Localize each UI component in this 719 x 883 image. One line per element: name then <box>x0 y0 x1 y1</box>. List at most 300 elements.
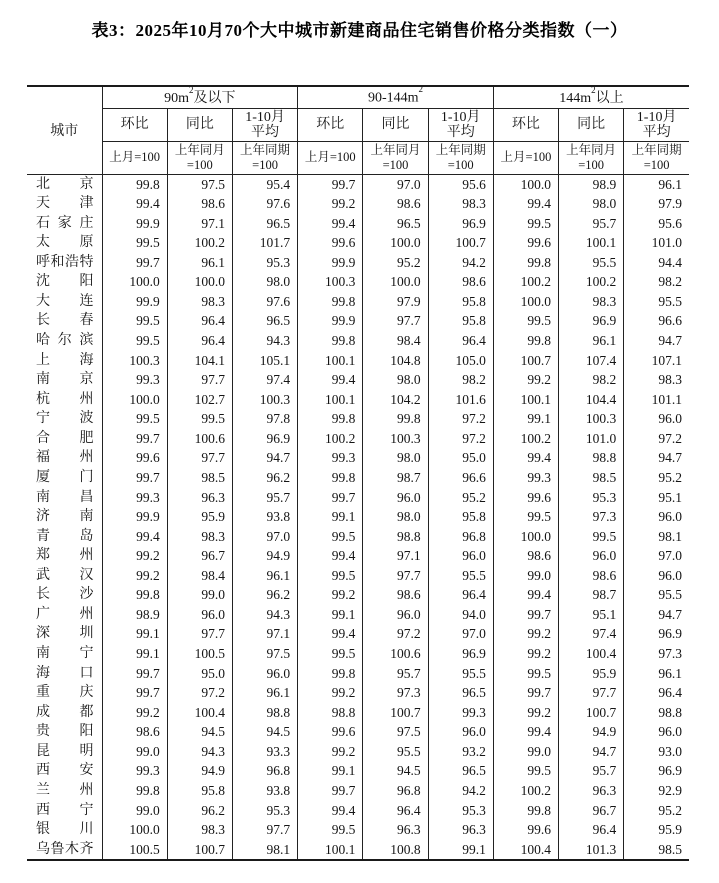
value-cell: 96.5 <box>232 214 297 234</box>
value-cell: 95.8 <box>428 311 493 331</box>
value-cell: 100.6 <box>363 644 428 664</box>
value-cell: 97.4 <box>559 624 624 644</box>
value-cell: 100.7 <box>428 233 493 253</box>
value-cell: 99.4 <box>298 546 363 566</box>
value-cell: 97.5 <box>167 174 232 194</box>
table-row <box>27 722 689 742</box>
table-row <box>27 390 689 410</box>
city-name: 兰州 <box>36 782 94 798</box>
value-cell: 99.7 <box>102 683 167 703</box>
value-cell: 96.4 <box>624 683 689 703</box>
value-cell: 99.2 <box>493 370 558 390</box>
value-cell: 99.3 <box>298 448 363 468</box>
base-header <box>559 141 624 174</box>
value-cell: 99.5 <box>102 311 167 331</box>
value-cell: 99.2 <box>298 585 363 605</box>
city-name: 天津 <box>36 196 94 212</box>
value-cell: 98.8 <box>624 703 689 723</box>
city-name: 宁波 <box>36 411 94 427</box>
superscript: 2 <box>189 86 194 95</box>
value-cell: 100.0 <box>493 174 558 194</box>
value-cell: 95.1 <box>559 605 624 625</box>
value-cell: 99.5 <box>102 233 167 253</box>
header-line: 上年同月 <box>370 142 421 157</box>
value-cell: 96.9 <box>559 311 624 331</box>
value-cell: 99.5 <box>493 507 558 527</box>
value-cell: 94.7 <box>624 448 689 468</box>
value-cell: 96.5 <box>428 683 493 703</box>
value-cell: 96.3 <box>559 781 624 801</box>
group-header-90-below <box>102 86 298 108</box>
group-header-row <box>27 86 689 108</box>
value-cell: 99.7 <box>102 253 167 273</box>
value-cell: 96.0 <box>624 722 689 742</box>
value-cell: 97.7 <box>167 624 232 644</box>
value-cell: 98.2 <box>559 370 624 390</box>
value-cell: 96.5 <box>232 311 297 331</box>
value-cell: 95.6 <box>428 174 493 194</box>
value-cell: 98.0 <box>363 448 428 468</box>
city-name: 哈尔滨 <box>36 333 94 348</box>
value-cell: 96.6 <box>624 311 689 331</box>
table-row <box>27 214 689 234</box>
value-cell: 100.8 <box>363 840 428 861</box>
value-cell: 96.3 <box>428 820 493 840</box>
header-line: =100 <box>447 157 474 172</box>
city-name: 武汉 <box>36 567 94 583</box>
header-line: 上年同月 <box>566 142 617 157</box>
value-cell: 94.7 <box>624 605 689 625</box>
value-cell: 98.8 <box>298 703 363 723</box>
value-cell: 99.2 <box>102 546 167 566</box>
value-cell: 98.3 <box>167 820 232 840</box>
value-cell: 100.1 <box>493 390 558 410</box>
value-cell: 99.6 <box>493 488 558 508</box>
value-cell: 99.4 <box>102 527 167 547</box>
superscript: 2 <box>418 86 424 94</box>
value-cell: 99.9 <box>102 507 167 527</box>
value-cell: 98.9 <box>102 605 167 625</box>
value-cell: 94.7 <box>559 742 624 762</box>
value-cell: 100.1 <box>298 390 363 410</box>
table-row <box>27 409 689 429</box>
city-name: 贵阳 <box>36 724 94 740</box>
value-cell: 95.2 <box>624 801 689 821</box>
value-cell: 101.0 <box>559 429 624 449</box>
value-cell: 94.0 <box>428 605 493 625</box>
table-row <box>27 566 689 586</box>
value-cell: 94.4 <box>624 253 689 273</box>
value-cell: 100.5 <box>102 840 167 861</box>
value-cell: 99.4 <box>298 370 363 390</box>
price-index-table <box>27 85 689 861</box>
superscript: 2 <box>591 86 596 95</box>
value-cell: 99.5 <box>167 409 232 429</box>
value-cell: 99.8 <box>102 585 167 605</box>
base-header <box>167 141 232 174</box>
table-row <box>27 527 689 547</box>
city-name: 合肥 <box>36 430 94 446</box>
value-cell: 93.8 <box>232 507 297 527</box>
value-cell: 95.5 <box>624 292 689 312</box>
value-cell: 105.1 <box>232 351 297 371</box>
value-cell: 98.8 <box>232 703 297 723</box>
value-cell: 97.7 <box>363 566 428 586</box>
value-cell: 95.6 <box>624 214 689 234</box>
value-cell: 99.0 <box>493 566 558 586</box>
metric-header <box>559 108 624 141</box>
value-cell: 99.9 <box>298 311 363 331</box>
table-row <box>27 840 689 861</box>
value-cell: 96.8 <box>428 527 493 547</box>
value-cell: 100.0 <box>363 272 428 292</box>
value-cell: 98.6 <box>559 566 624 586</box>
value-cell: 97.8 <box>232 409 297 429</box>
base-header <box>624 141 689 174</box>
value-cell: 97.7 <box>559 683 624 703</box>
value-cell: 97.0 <box>624 546 689 566</box>
header-line: 上月=100 <box>109 150 161 164</box>
value-cell: 99.5 <box>298 644 363 664</box>
value-cell: 98.9 <box>559 174 624 194</box>
value-cell: 98.6 <box>363 194 428 214</box>
value-cell: 95.5 <box>559 253 624 273</box>
value-cell: 99.7 <box>298 488 363 508</box>
value-cell: 99.8 <box>298 664 363 684</box>
table-row <box>27 644 689 664</box>
value-cell: 95.3 <box>232 253 297 273</box>
table-row <box>27 703 689 723</box>
value-cell: 100.4 <box>493 840 558 861</box>
table-row <box>27 624 689 644</box>
base-header <box>232 141 297 174</box>
value-cell: 95.5 <box>428 664 493 684</box>
value-cell: 99.1 <box>102 624 167 644</box>
value-cell: 99.4 <box>298 214 363 234</box>
value-cell: 93.3 <box>232 742 297 762</box>
group-label: 90-144m <box>367 90 419 106</box>
value-cell: 95.2 <box>624 468 689 488</box>
base-header <box>363 141 428 174</box>
value-cell: 93.8 <box>232 781 297 801</box>
header-line: 上年同期 <box>240 142 291 157</box>
value-cell: 99.5 <box>493 664 558 684</box>
table-body <box>27 174 689 860</box>
value-cell: 94.7 <box>232 448 297 468</box>
value-cell: 98.3 <box>167 527 232 547</box>
value-cell: 99.2 <box>493 703 558 723</box>
header-line: =100 <box>578 157 605 172</box>
value-cell: 95.8 <box>167 781 232 801</box>
value-cell: 99.4 <box>493 194 558 214</box>
header-line: =100 <box>186 157 213 172</box>
value-cell: 98.0 <box>559 194 624 214</box>
value-cell: 99.8 <box>102 781 167 801</box>
value-cell: 96.4 <box>167 311 232 331</box>
value-cell: 96.9 <box>232 429 297 449</box>
metric-header <box>232 108 297 141</box>
value-cell: 99.2 <box>102 566 167 586</box>
value-cell: 99.5 <box>102 409 167 429</box>
value-cell: 96.9 <box>624 761 689 781</box>
value-cell: 100.3 <box>102 351 167 371</box>
value-cell: 99.5 <box>493 214 558 234</box>
base-header-row <box>27 141 689 174</box>
value-cell: 100.2 <box>167 233 232 253</box>
value-cell: 94.5 <box>232 722 297 742</box>
value-cell: 97.6 <box>232 194 297 214</box>
value-cell: 101.1 <box>624 390 689 410</box>
value-cell: 99.5 <box>493 761 558 781</box>
value-cell: 99.1 <box>298 507 363 527</box>
base-header <box>102 141 167 174</box>
value-cell: 99.9 <box>102 214 167 234</box>
value-cell: 96.0 <box>363 488 428 508</box>
value-cell: 96.1 <box>167 253 232 273</box>
table-row <box>27 488 689 508</box>
value-cell: 100.0 <box>102 820 167 840</box>
value-cell: 96.7 <box>167 546 232 566</box>
value-cell: 95.2 <box>363 253 428 273</box>
value-cell: 99.5 <box>493 311 558 331</box>
value-cell: 99.8 <box>298 292 363 312</box>
value-cell: 99.8 <box>493 253 558 273</box>
value-cell: 95.9 <box>559 664 624 684</box>
value-cell: 99.1 <box>298 605 363 625</box>
page-title: 表3：2025年10月70个大中城市新建商品住宅销售价格分类指数（一） <box>91 21 628 40</box>
value-cell: 99.7 <box>102 429 167 449</box>
value-cell: 96.2 <box>167 801 232 821</box>
table-row <box>27 174 689 194</box>
value-cell: 97.3 <box>363 683 428 703</box>
value-cell: 96.9 <box>428 214 493 234</box>
group-label: 144m <box>559 91 592 107</box>
value-cell: 98.6 <box>428 272 493 292</box>
value-cell: 97.7 <box>167 370 232 390</box>
value-cell: 95.4 <box>232 174 297 194</box>
value-cell: 93.0 <box>624 742 689 762</box>
value-cell: 98.2 <box>428 370 493 390</box>
value-cell: 98.7 <box>559 585 624 605</box>
value-cell: 100.7 <box>363 703 428 723</box>
base-header <box>428 141 493 174</box>
value-cell: 94.2 <box>428 781 493 801</box>
value-cell: 96.8 <box>363 781 428 801</box>
value-cell: 96.0 <box>428 546 493 566</box>
value-cell: 95.8 <box>428 507 493 527</box>
metric-header <box>298 108 363 141</box>
value-cell: 95.7 <box>232 488 297 508</box>
city-name: 郑州 <box>36 548 94 564</box>
value-cell: 107.4 <box>559 351 624 371</box>
table-row <box>27 311 689 331</box>
table-row <box>27 585 689 605</box>
table-header <box>27 86 689 174</box>
value-cell: 99.8 <box>298 331 363 351</box>
value-cell: 98.7 <box>363 468 428 488</box>
table-row <box>27 546 689 566</box>
header-line: 上年同期 <box>631 142 682 157</box>
value-cell: 96.0 <box>624 566 689 586</box>
value-cell: 94.9 <box>232 546 297 566</box>
header-line: 同比 <box>381 117 410 132</box>
value-cell: 100.2 <box>493 781 558 801</box>
value-cell: 99.0 <box>167 585 232 605</box>
group-label: 90m <box>164 91 190 107</box>
value-cell: 97.9 <box>363 292 428 312</box>
value-cell: 99.6 <box>493 820 558 840</box>
value-cell: 98.6 <box>167 194 232 214</box>
value-cell: 95.5 <box>363 742 428 762</box>
value-cell: 94.9 <box>559 722 624 742</box>
group-label-suffix: 以上 <box>595 91 624 107</box>
value-cell: 92.9 <box>624 781 689 801</box>
value-cell: 95.8 <box>428 292 493 312</box>
value-cell: 99.0 <box>102 742 167 762</box>
value-cell: 98.1 <box>232 840 297 861</box>
value-cell: 98.0 <box>363 507 428 527</box>
value-cell: 100.0 <box>493 527 558 547</box>
table-row <box>27 801 689 821</box>
value-cell: 100.3 <box>363 429 428 449</box>
value-cell: 99.5 <box>298 566 363 586</box>
value-cell: 96.5 <box>363 214 428 234</box>
header-line: =100 <box>643 157 670 172</box>
base-header <box>493 141 558 174</box>
value-cell: 99.2 <box>298 683 363 703</box>
value-cell: 100.0 <box>167 272 232 292</box>
value-cell: 98.3 <box>428 194 493 214</box>
city-name: 南宁 <box>36 646 94 661</box>
value-cell: 98.6 <box>493 546 558 566</box>
table-row <box>27 194 689 214</box>
city-name: 深圳 <box>36 626 94 642</box>
metric-header-row <box>27 108 689 141</box>
table-row <box>27 253 689 273</box>
value-cell: 95.0 <box>428 448 493 468</box>
value-cell: 97.2 <box>363 624 428 644</box>
city-name: 南昌 <box>36 489 94 505</box>
header-line: 上年同月 <box>174 142 225 157</box>
header-line: =100 <box>382 157 409 172</box>
value-cell: 94.3 <box>167 742 232 762</box>
value-cell: 98.8 <box>559 448 624 468</box>
value-cell: 95.9 <box>624 820 689 840</box>
value-cell: 99.4 <box>298 801 363 821</box>
city-name: 大连 <box>36 293 94 309</box>
value-cell: 96.6 <box>428 468 493 488</box>
value-cell: 94.9 <box>167 761 232 781</box>
value-cell: 99.9 <box>102 292 167 312</box>
value-cell: 97.2 <box>624 429 689 449</box>
value-cell: 101.6 <box>428 390 493 410</box>
value-cell: 98.5 <box>559 468 624 488</box>
city-name: 长春 <box>36 313 94 329</box>
value-cell: 96.0 <box>428 722 493 742</box>
value-cell: 99.1 <box>102 644 167 664</box>
value-cell: 96.4 <box>167 331 232 351</box>
value-cell: 100.2 <box>493 272 558 292</box>
value-cell: 97.5 <box>232 644 297 664</box>
city-name: 长沙 <box>36 587 94 603</box>
city-name: 福州 <box>36 450 94 466</box>
value-cell: 100.7 <box>559 703 624 723</box>
value-cell: 97.1 <box>363 546 428 566</box>
value-cell: 99.5 <box>298 527 363 547</box>
value-cell: 97.4 <box>232 370 297 390</box>
table-row <box>27 683 689 703</box>
value-cell: 99.3 <box>428 703 493 723</box>
table-row <box>27 468 689 488</box>
value-cell: 95.0 <box>167 664 232 684</box>
value-cell: 99.9 <box>298 253 363 273</box>
value-cell: 99.3 <box>102 761 167 781</box>
table-row <box>27 507 689 527</box>
group-header-144-above <box>493 86 689 108</box>
metric-header <box>102 108 167 141</box>
header-line: 环比 <box>511 117 540 132</box>
value-cell: 98.6 <box>102 722 167 742</box>
city-name: 呼和浩特 <box>36 254 94 270</box>
value-cell: 100.4 <box>559 644 624 664</box>
value-cell: 98.2 <box>624 272 689 292</box>
value-cell: 99.4 <box>493 585 558 605</box>
table-row <box>27 605 689 625</box>
city-name: 西宁 <box>36 802 94 818</box>
city-name: 杭州 <box>36 391 94 407</box>
table-row <box>27 761 689 781</box>
value-cell: 98.3 <box>167 292 232 312</box>
value-cell: 97.3 <box>559 507 624 527</box>
value-cell: 99.3 <box>102 488 167 508</box>
value-cell: 96.9 <box>624 624 689 644</box>
value-cell: 99.3 <box>493 468 558 488</box>
value-cell: 100.7 <box>167 840 232 861</box>
city-name: 乌鲁木齐 <box>36 841 94 857</box>
value-cell: 96.0 <box>624 507 689 527</box>
value-cell: 96.3 <box>363 820 428 840</box>
value-cell: 99.2 <box>102 703 167 723</box>
city-name: 太原 <box>36 235 94 251</box>
value-cell: 101.3 <box>559 840 624 861</box>
value-cell: 100.2 <box>559 272 624 292</box>
value-cell: 100.0 <box>493 292 558 312</box>
value-cell: 98.3 <box>624 370 689 390</box>
value-cell: 96.2 <box>232 585 297 605</box>
value-cell: 100.3 <box>298 272 363 292</box>
value-cell: 100.2 <box>493 429 558 449</box>
value-cell: 99.4 <box>493 722 558 742</box>
value-cell: 99.1 <box>298 761 363 781</box>
value-cell: 99.7 <box>298 781 363 801</box>
value-cell: 99.3 <box>102 370 167 390</box>
value-cell: 97.0 <box>363 174 428 194</box>
header-line: 同比 <box>577 117 606 132</box>
value-cell: 97.1 <box>232 624 297 644</box>
header-line: 平均 <box>251 124 280 140</box>
table-row <box>27 272 689 292</box>
table-row <box>27 370 689 390</box>
city-name: 上海 <box>36 352 94 368</box>
value-cell: 99.6 <box>102 448 167 468</box>
value-cell: 104.8 <box>363 351 428 371</box>
header-line: 环比 <box>120 117 149 132</box>
metric-header <box>624 108 689 141</box>
value-cell: 99.2 <box>298 194 363 214</box>
value-cell: 97.2 <box>167 683 232 703</box>
value-cell: 96.0 <box>559 546 624 566</box>
value-cell: 97.0 <box>232 527 297 547</box>
